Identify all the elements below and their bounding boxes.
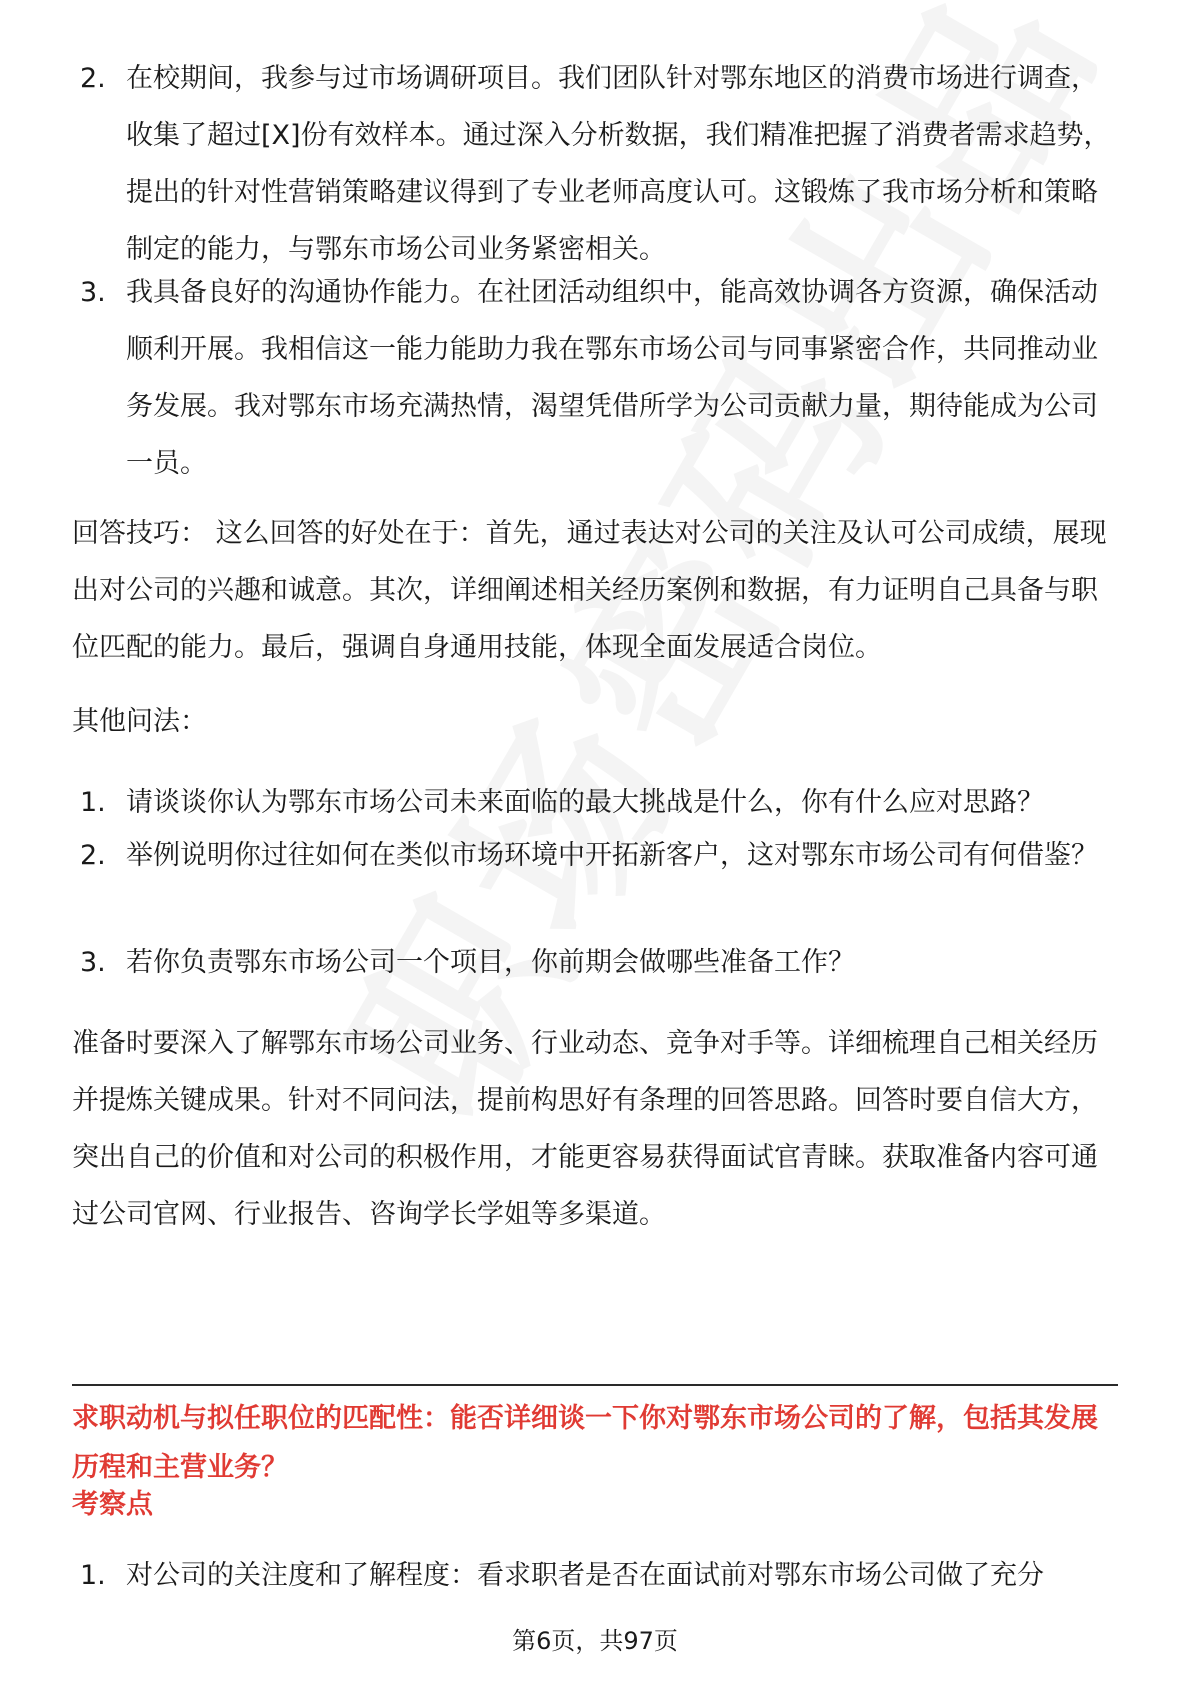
list-item — [80, 264, 1120, 492]
list-number: 1. — [80, 787, 106, 818]
section-divider — [72, 1384, 1118, 1386]
list-item-text: 请谈谈你认为鄂东市场公司未来面临的最大挑战是什么，你有什么应对思路？ — [126, 787, 1044, 818]
list-item — [80, 50, 1120, 278]
preparation-advice: 准备时要深入了解鄂东市场公司业务、行业动态、竞争对手等。详细梳理自己相关经历并提炼关键成果。针对不同问法，提前构思好有条理的回答思路。回答时要自信大方，突出自己的价值和对公司的积极作用，才能更容易获得面试官青睐。获取准备内容可通过公司官网、行业报告、咨询学长学姐等多渠道。 — [72, 1028, 1098, 1230]
list-item-text: 举例说明你过往如何在类似市场环境中开拓新客户，这对鄂东市场公司有何借鉴？ — [126, 840, 1098, 871]
list-number: 1. — [80, 1560, 106, 1591]
other-questions-label: 其他问法： — [72, 706, 207, 737]
list-item — [80, 774, 1120, 831]
assessment-points-heading: 考察点 — [72, 1489, 153, 1520]
list-item — [80, 827, 1120, 884]
list-number: 2. — [80, 63, 106, 94]
page-footer: 第6页，共97页 — [512, 1627, 678, 1655]
list-item — [80, 934, 1120, 991]
list-number: 2. — [80, 840, 106, 871]
list-number: 3. — [80, 277, 106, 308]
list-item-text: 若你负责鄂东市场公司一个项目，你前期会做哪些准备工作？ — [126, 947, 855, 978]
list-item-text: 对公司的关注度和了解程度：看求职者是否在面试前对鄂东市场公司做了充分 — [126, 1560, 1044, 1591]
list-number: 3. — [80, 947, 106, 978]
list-item-text: 在校期间，我参与过市场调研项目。我们团队针对鄂东地区的消费市场进行调查，收集了超过[X]份有效样本。通过深入分析数据，我们精准把握了消费者需求趋势，提出的针对性营销策略建议得到了专业老师高度认可。这锻炼了我市场分析和策略制定的能力，与鄂东市场公司业务紧密相关。 — [126, 63, 1111, 265]
list-item — [80, 1547, 1120, 1604]
answer-tips: 回答技巧： 这么回答的好处在于：首先，通过表达对公司的关注及认可公司成绩，展现出对公司的兴趣和诚意。其次，详细阐述相关经历案例和数据，有力证明自己具备与职位匹配的能力。最后，强调自身通用技能，体现全面发展适合岗位。 — [72, 518, 1107, 663]
question-heading: 求职动机与拟任职位的匹配性：能否详细谈一下你对鄂东市场公司的了解，包括其发展历程和主营业务？ — [72, 1403, 1098, 1483]
list-item-text: 我具备良好的沟通协作能力。在社团活动组织中，能高效协调各方资源，确保活动顺利开展。我相信这一能力能助力我在鄂东市场公司与同事紧密合作，共同推动业务发展。我对鄂东市场充满热情，渴望凭借所学为公司贡献力量，期待能成为公司一员。 — [126, 277, 1098, 479]
